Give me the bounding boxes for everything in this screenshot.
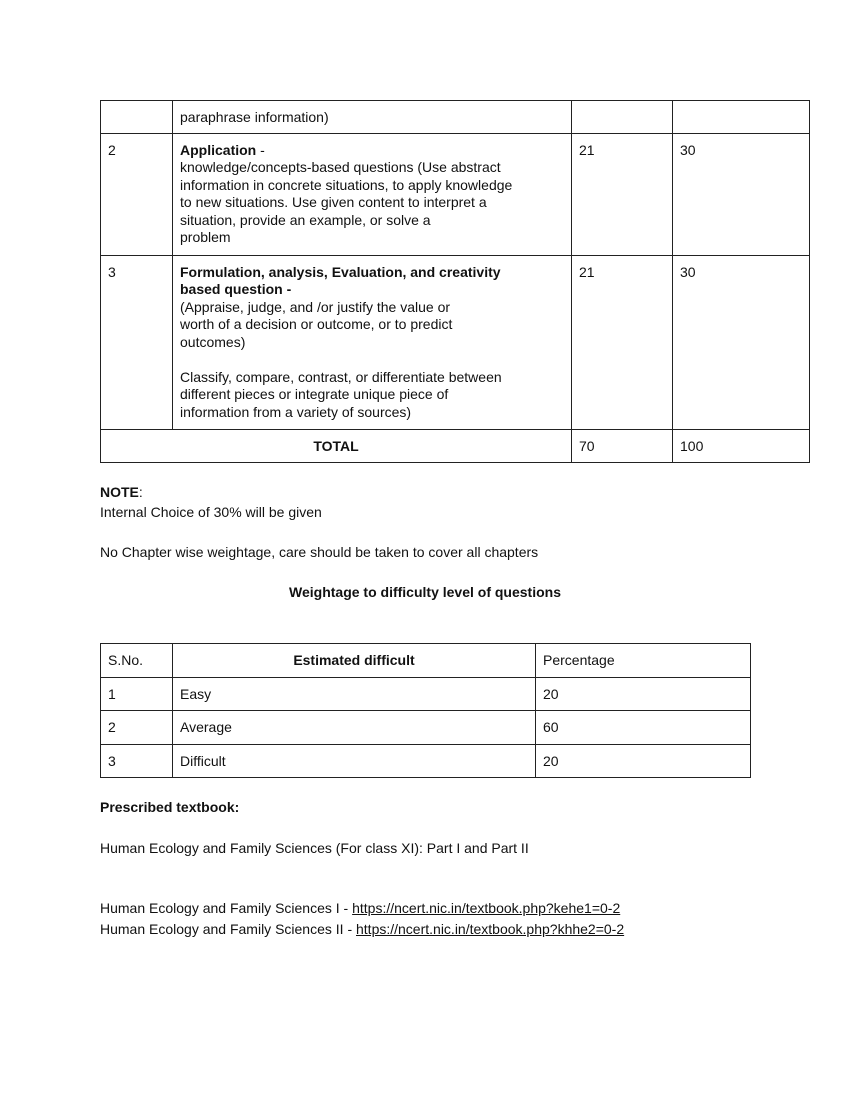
- description-line: problem: [180, 229, 231, 245]
- description-line: worth of a decision or outcome, or to predict: [180, 316, 453, 332]
- description-line: outcomes): [180, 333, 246, 350]
- paragraph-gap: [180, 351, 564, 369]
- table-row: [101, 255, 810, 430]
- note-heading: [100, 483, 143, 501]
- table-row: [101, 677, 751, 711]
- description-line: (Appraise, judge, and /or justify the value or: [180, 298, 451, 315]
- sno-cell: [101, 101, 173, 134]
- description-line: information from a variety of sources): [180, 403, 412, 420]
- table-row: [101, 101, 810, 134]
- total-marks: 70: [572, 430, 673, 463]
- note-line: No Chapter wise weightage, care should be taken to cover all chapters: [100, 544, 539, 560]
- difficulty-table: [100, 643, 751, 778]
- description-line: paraphrase information): [180, 109, 329, 125]
- total-label: TOTAL: [101, 430, 572, 463]
- note-label: NOTE: [100, 484, 139, 500]
- percentage-cell: [673, 101, 810, 134]
- percentage-cell: 60: [536, 711, 751, 745]
- percentage-cell: 20: [536, 744, 751, 778]
- textbook-link-part2[interactable]: https://ncert.nic.in/textbook.php?khhe2=0-2: [356, 921, 625, 937]
- description-line: different pieces or integrate unique piece of: [180, 386, 449, 402]
- sno-cell: 2: [101, 133, 173, 255]
- description-line: Classify, compare, contrast, or differentiate between: [180, 368, 502, 385]
- percentage-cell: 20: [536, 677, 751, 711]
- sno-cell: 2: [101, 711, 173, 745]
- sno-cell: 3: [101, 744, 173, 778]
- percentage-cell: 30: [673, 133, 810, 255]
- marks-cell: 21: [572, 255, 673, 430]
- competency-title: based question -: [180, 281, 292, 297]
- header-percentage: Percentage: [536, 644, 751, 678]
- marks-cell: 21: [572, 133, 673, 255]
- textbook-link-label: Human Ecology and Family Sciences II -: [100, 921, 356, 937]
- total-row: [101, 430, 810, 463]
- total-percentage: 100: [673, 430, 810, 463]
- competency-cell: [173, 133, 572, 255]
- title-suffix: -: [256, 141, 265, 158]
- difficulty-cell: Average: [173, 711, 536, 745]
- header-sno: S.No.: [101, 644, 173, 678]
- percentage-cell: 30: [673, 255, 810, 430]
- textbook-link-line: [100, 899, 620, 917]
- table-row: [101, 133, 810, 255]
- difficulty-cell: Difficult: [173, 744, 536, 778]
- textbook-heading: Prescribed textbook:: [100, 799, 240, 815]
- marks-cell: [572, 101, 673, 134]
- textbook-link-label: Human Ecology and Family Sciences I -: [100, 900, 353, 916]
- sno-cell: 1: [101, 677, 173, 711]
- competency-cell: [173, 101, 572, 134]
- note-colon: :: [138, 484, 143, 500]
- textbook-line: Human Ecology and Family Sciences (For class XI): Part I and Part II: [100, 840, 529, 856]
- note-line: Internal Choice of 30% will be given: [100, 504, 322, 520]
- description-line: information in concrete situations, to apply knowledge: [180, 176, 513, 193]
- textbook-link-line: [100, 920, 624, 938]
- table-header-row: [101, 644, 751, 678]
- description-line: knowledge/concepts-based questions (Use abstract: [180, 159, 501, 175]
- competency-title: Application: [180, 141, 257, 158]
- marks-distribution-table: [100, 100, 810, 463]
- header-difficulty: Estimated difficult: [173, 644, 536, 678]
- competency-cell: [173, 255, 572, 430]
- table-row: [101, 744, 751, 778]
- difficulty-cell: Easy: [173, 677, 536, 711]
- sno-cell: 3: [101, 255, 173, 430]
- difficulty-heading: Weightage to difficulty level of questions: [289, 584, 561, 600]
- textbook-link-part1[interactable]: https://ncert.nic.in/textbook.php?kehe1=0-2: [352, 900, 621, 916]
- table-row: [101, 711, 751, 745]
- description-line: situation, provide an example, or solve a: [180, 211, 431, 228]
- competency-title: Formulation, analysis, Evaluation, and creativity: [180, 263, 501, 280]
- description-line: to new situations. Use given content to interpret a: [180, 194, 487, 210]
